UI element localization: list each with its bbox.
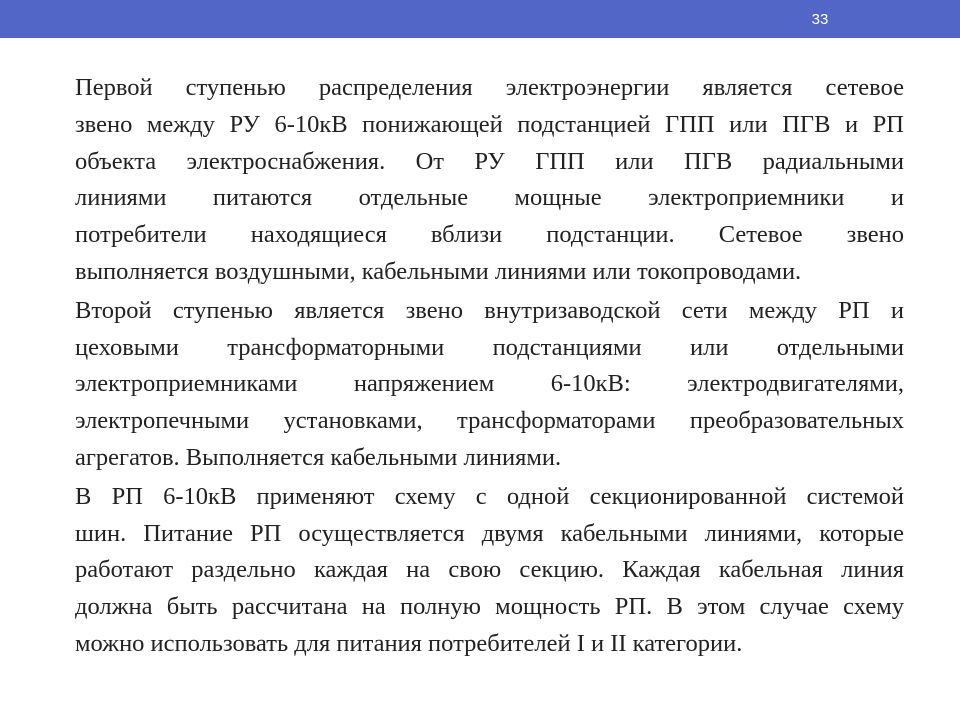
paragraph-1	[75, 70, 904, 291]
paragraph-3-line-5: можно использовать для питания потребителей I и II категории.	[75, 629, 743, 657]
slide-number: 33	[811, 11, 829, 28]
paragraph-2-line-2: цеховыми трансформаторными подстанциями или отдельными	[75, 333, 904, 361]
paragraph-3-line-1: В РП 6-10кВ применяют схему с одной секционированной системой	[75, 482, 904, 510]
paragraph-1-line-1: Первой ступенью распределения электроэнергии является сетевое	[75, 74, 904, 101]
paragraph-3-line-4: должна быть рассчитана на полную мощность РП. В этом случае схему	[75, 593, 904, 621]
paragraph-1-line-3: объекта электроснабжения. От РУ ГПП или ПГВ радиальными	[75, 147, 904, 175]
paragraph-3-line-2: шин. Питание РП осуществляется двумя кабельными линиями, которые	[75, 519, 904, 547]
paragraph-1-line-5: потребители находящиеся вблизи подстанции. Сетевое звено	[75, 221, 904, 249]
paragraph-2	[75, 293, 904, 477]
paragraph-1-line-4: линиями питаются отдельные мощные электроприемники и	[75, 184, 904, 212]
paragraph-1-line-6: выполняется воздушными, кабельными линиями или токопроводами.	[75, 257, 802, 285]
paragraph-1-line-2: звено между РУ 6-10кВ понижающей подстанцией ГПП или ПГВ и РП	[75, 110, 904, 138]
slide-body	[75, 70, 904, 665]
paragraph-3-line-3: работают раздельно каждая на свою секцию. Каждая кабельная линия	[75, 556, 904, 584]
paragraph-2-line-5: агрегатов. Выполняется кабельными линиями.	[75, 443, 562, 471]
paragraph-2-line-3: электроприемниками напряжением 6-10кВ: электродвигателями,	[75, 370, 904, 398]
paragraph-2-line-4: электропечными установками, трансформаторами преобразовательных	[75, 407, 904, 435]
paragraph-3	[75, 479, 904, 663]
paragraph-2-line-1: Второй ступенью является звено внутризаводской сети между РП и	[75, 296, 904, 324]
header-bar	[0, 0, 960, 38]
